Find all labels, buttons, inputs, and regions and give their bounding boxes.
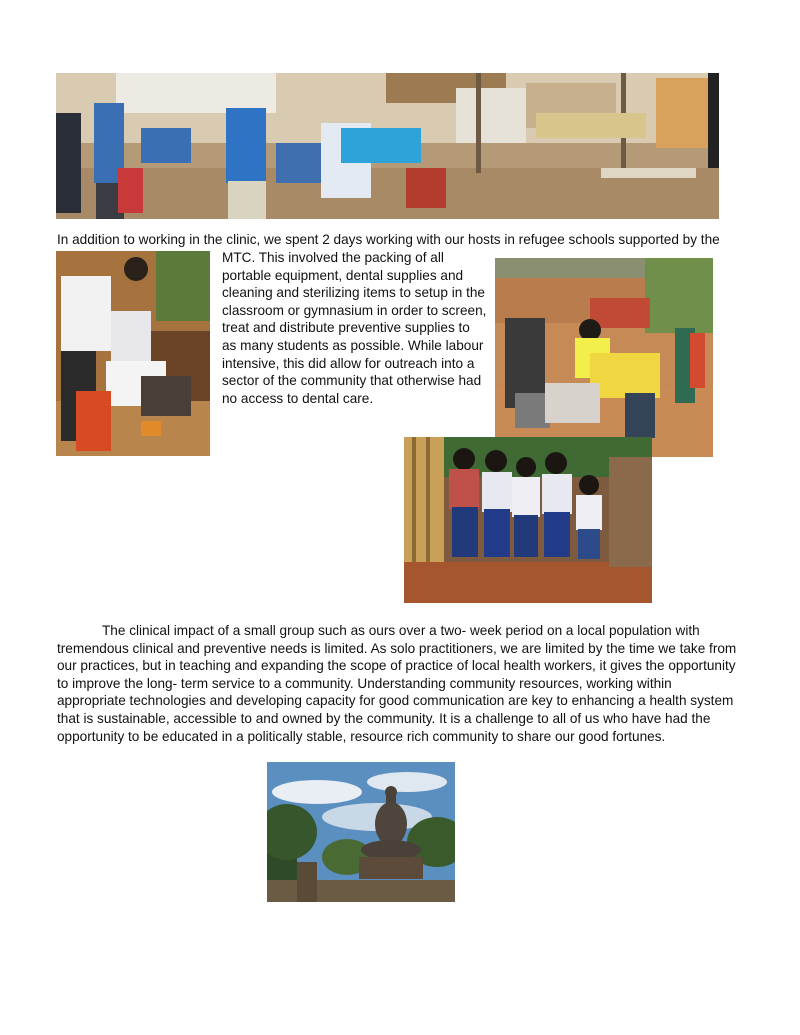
intro-line: cleaning and sterilizing items to setup in the [222,285,485,301]
intro-line: MTC. This involved the packing of all [222,250,444,265]
buddha-statue-photo [267,762,455,902]
intro-line: treat and distribute preventive supplies to [222,320,470,336]
intro-line: sector of the community that otherwise had [222,373,482,389]
impact-line: to improve the long- term service to a community. Understanding community resources, working within [57,675,672,691]
intro-line: no access to dental care. [222,390,374,406]
clinic-hall-photo [56,73,719,219]
impact-line: our practices, but in teaching and expanding the scope of practice of local health workers, it gives the opportunity [57,658,736,674]
impact-line: that is sustainable, accessible to and owned by the community. It is a challenge to all of us who have had the [57,710,711,726]
clinical-impact-paragraph [57,622,757,745]
dental-exam-photo [56,251,210,456]
intro-line: as many students as possible. While labour [222,337,484,353]
impact-line: opportunity to be educated in a politically stable, resource rich community to share our good fortunes. [57,728,666,744]
intro-paragraph [222,249,487,407]
schoolchildren-photo [404,437,652,603]
intro-line: classroom or gymnasium in order to screen, [222,302,487,318]
impact-line: tremendous clinical and preventive needs is limited. As solo practitioners, we are limited by the time we take from [57,640,737,656]
impact-line: appropriate technologies and developing capacity for good communication are key to enhancing a health system [57,693,734,709]
impact-line: The clinical impact of a small group such as ours over a two- week period on a local population with [102,623,700,638]
intro-first-line: In addition to working in the clinic, we spent 2 days working with our hosts in refugee schools supported by the [57,232,720,247]
classroom-screening-photo [495,258,713,457]
intro-line: intensive, this did allow for outreach into a [222,355,475,371]
intro-line: portable equipment, dental supplies and [222,267,464,283]
